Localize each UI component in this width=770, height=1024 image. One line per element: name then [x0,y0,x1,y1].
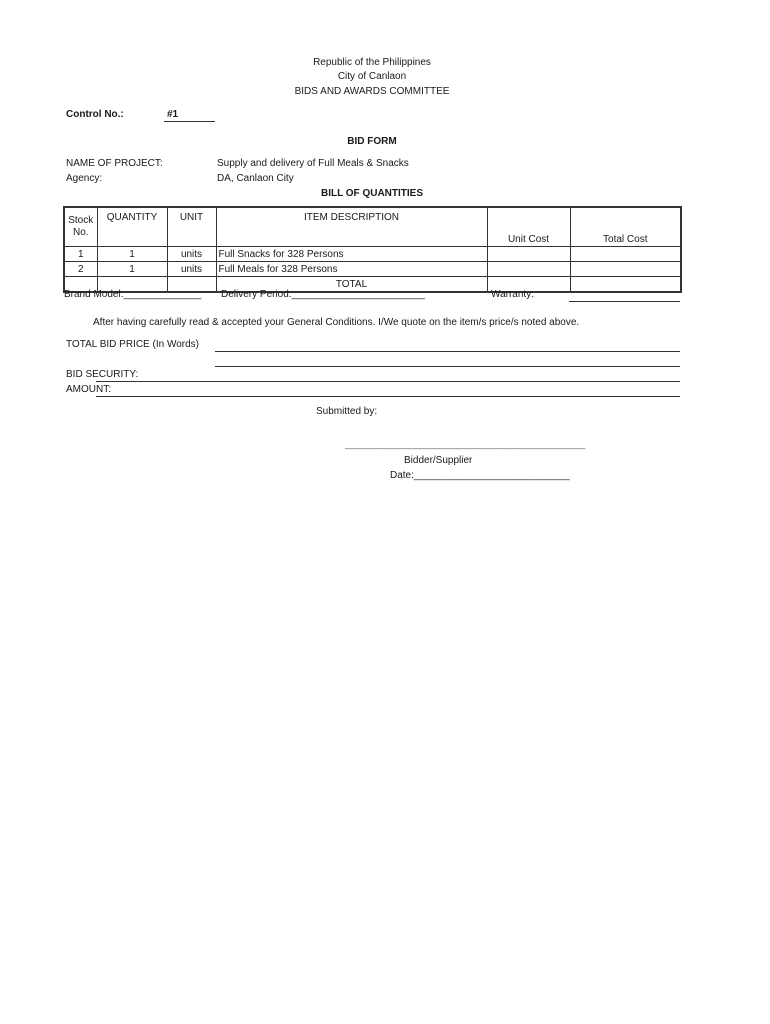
table-row [64,262,681,277]
header-line-1: Republic of the Philippines [313,57,431,68]
bid-form-title: BID FORM [347,136,397,147]
cell-quantity: 1 [97,247,167,262]
delivery-period-field[interactable]: Delivery Period:________________________ [221,289,426,300]
total-bid-price-line-2[interactable] [215,366,680,367]
cell-unit-cost[interactable] [487,262,570,277]
cell-unit-cost[interactable] [487,247,570,262]
cell-quantity: 1 [97,262,167,277]
table-row [64,247,681,262]
control-number-label: Control No.: [66,109,124,120]
cell-unit: units [167,262,216,277]
acceptance-statement: After having carefully read & accepted your General Conditions. I/We quote on the item/s price/s noted above. [93,317,580,328]
column-header-stock: Stock No. [64,207,97,247]
column-header-total-cost: Total Cost [570,207,681,247]
total-bid-price-label: TOTAL BID PRICE (In Words) [66,339,199,350]
column-header-unit-cost: Unit Cost [487,207,570,247]
project-name-label: NAME OF PROJECT: [66,158,163,169]
cell-total-cost[interactable] [570,247,681,262]
control-number-underline [164,121,215,122]
total-label: TOTAL [216,277,487,293]
control-number-value: #1 [167,109,179,120]
agency-label: Agency: [66,173,103,184]
cell-unit: units [167,247,216,262]
cell-total-cost[interactable] [570,262,681,277]
warranty-line[interactable] [569,301,680,302]
bill-of-quantities-table [63,206,682,293]
warranty-label: Warranty: [491,289,534,300]
total-bid-price-line-1[interactable] [215,351,680,352]
amount-label: AMOUNT: [66,384,111,395]
amount-line[interactable] [96,396,680,397]
bidder-supplier-label: Bidder/Supplier [404,455,473,466]
cell-grand-total[interactable] [570,277,681,293]
column-header-description: ITEM DESCRIPTION [216,207,487,247]
submitted-by-label: Submitted by: [316,406,378,417]
bid-security-label: BID SECURITY: [66,369,139,380]
agency-value: DA, Canlaon City [217,173,294,184]
bid-security-line[interactable] [96,381,680,382]
date-field[interactable]: Date:____________________________ [390,470,570,481]
project-name-value: Supply and delivery of Full Meals & Snacks [217,158,409,169]
column-header-quantity: QUANTITY [97,207,167,247]
column-header-unit: UNIT [167,207,216,247]
header-line-3: BIDS AND AWARDS COMMITTEE [294,86,450,97]
bill-of-quantities-title: BILL OF QUANTITIES [320,188,424,199]
signature-line[interactable]: ________________________________________________ [345,439,586,449]
cell-stock: 2 [64,262,97,277]
cell-description: Full Snacks for 328 Persons [216,247,487,262]
cell-stock: 1 [64,247,97,262]
brand-model-field[interactable]: Brand Model:______________ [64,289,202,300]
table-header-row [64,207,681,247]
cell-description: Full Meals for 328 Persons [216,262,487,277]
header-line-2: City of Canlaon [337,71,407,82]
